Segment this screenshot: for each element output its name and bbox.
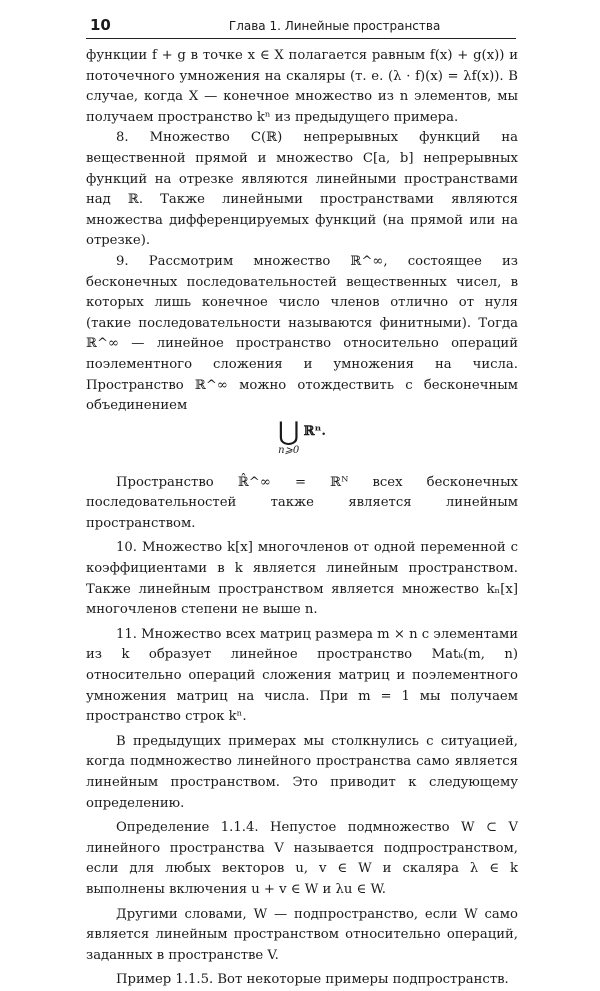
paragraph-example-10: 10. Множество k[x] многочленов от одной переменной с коэффициентами в k является линейным пространством. Также линейным пространством является множество kₙ[x] многочленов степени не выше n. xyxy=(86,540,518,618)
page-number: 10 xyxy=(90,16,111,34)
page-body xyxy=(86,46,518,991)
paragraph-other-words: Другими словами, W — подпространство, если W само является линейным пространством относительно операций, заданных в пространстве V. xyxy=(86,906,518,963)
paragraph-intro-definition: В предыдущих примерах мы столкнулись с ситуацией, когда подмножество линейного пространства само является линейным пространством. Это приводит к следующему определению. xyxy=(86,733,518,811)
definition-1-1-4: Определение 1.1.4. Непустое подмножество W ⊂ V линейного пространства V называется подпространством, если для любых векторов u, v ∈ W и скаляра λ ∈ k выполнены включения u + v ∈ W и λu ∈ W. xyxy=(86,820,518,897)
union-body: ℝⁿ. xyxy=(303,423,326,439)
example-1-1-5: Пример 1.1.5. Вот некоторые примеры подпространств. xyxy=(116,972,509,988)
paragraph-continuation: функции f + g в точке x ∈ X полагается равным f(x) + g(x)) и поточечного умножения на скаляры (т. е. (λ · f)(x) = λf(x)). В случае, когда X — конечное множество из n элементов, мы получаем пространство kⁿ из предыдущего примера. xyxy=(86,48,518,125)
paragraph-example-9: 9. Рассмотрим множество ℝ^∞, состоящее из бесконечных последовательностей вещественных чисел, в которых лишь конечное число членов отлично от нуля (такие последовательности называются финитными). Тогда ℝ^∞ — линейное пространство относительно операций поэлементного сложения и умножения на числа. Пространство ℝ^∞ можно отождествить с бесконечным объединением xyxy=(86,253,518,414)
running-title: Глава 1. Линейные пространства xyxy=(228,19,441,33)
union-formula xyxy=(86,416,518,463)
union-subscript: n⩾0 xyxy=(278,444,300,456)
paragraph-example-8: 8. Множество C(ℝ) непрерывных функций на вещественной прямой и множество C[a, b] непрерывных функций на отрезке являются линейными пространствами над ℝ. Также линейными пространствами являются множества дифференцируемых функций (на прямой или на отрезке). xyxy=(86,130,518,249)
union-symbol: ⋃ n⩾0 xyxy=(278,416,300,456)
paragraph-all-sequences: Пространство ℝ̂^∞ = ℝᴺ всех бесконечных последовательностей также является линейным пространством. xyxy=(86,474,518,531)
header-rule xyxy=(86,38,516,39)
paragraph-example-11: 11. Множество всех матриц размера m × n с элементами из k образует линейное пространство Matₖ(m, n) относительно операций сложения матриц и поэлементного умножения матриц на числа. При m = 1 мы получаем пространство строк kⁿ. xyxy=(86,626,519,725)
page-header xyxy=(86,16,514,34)
